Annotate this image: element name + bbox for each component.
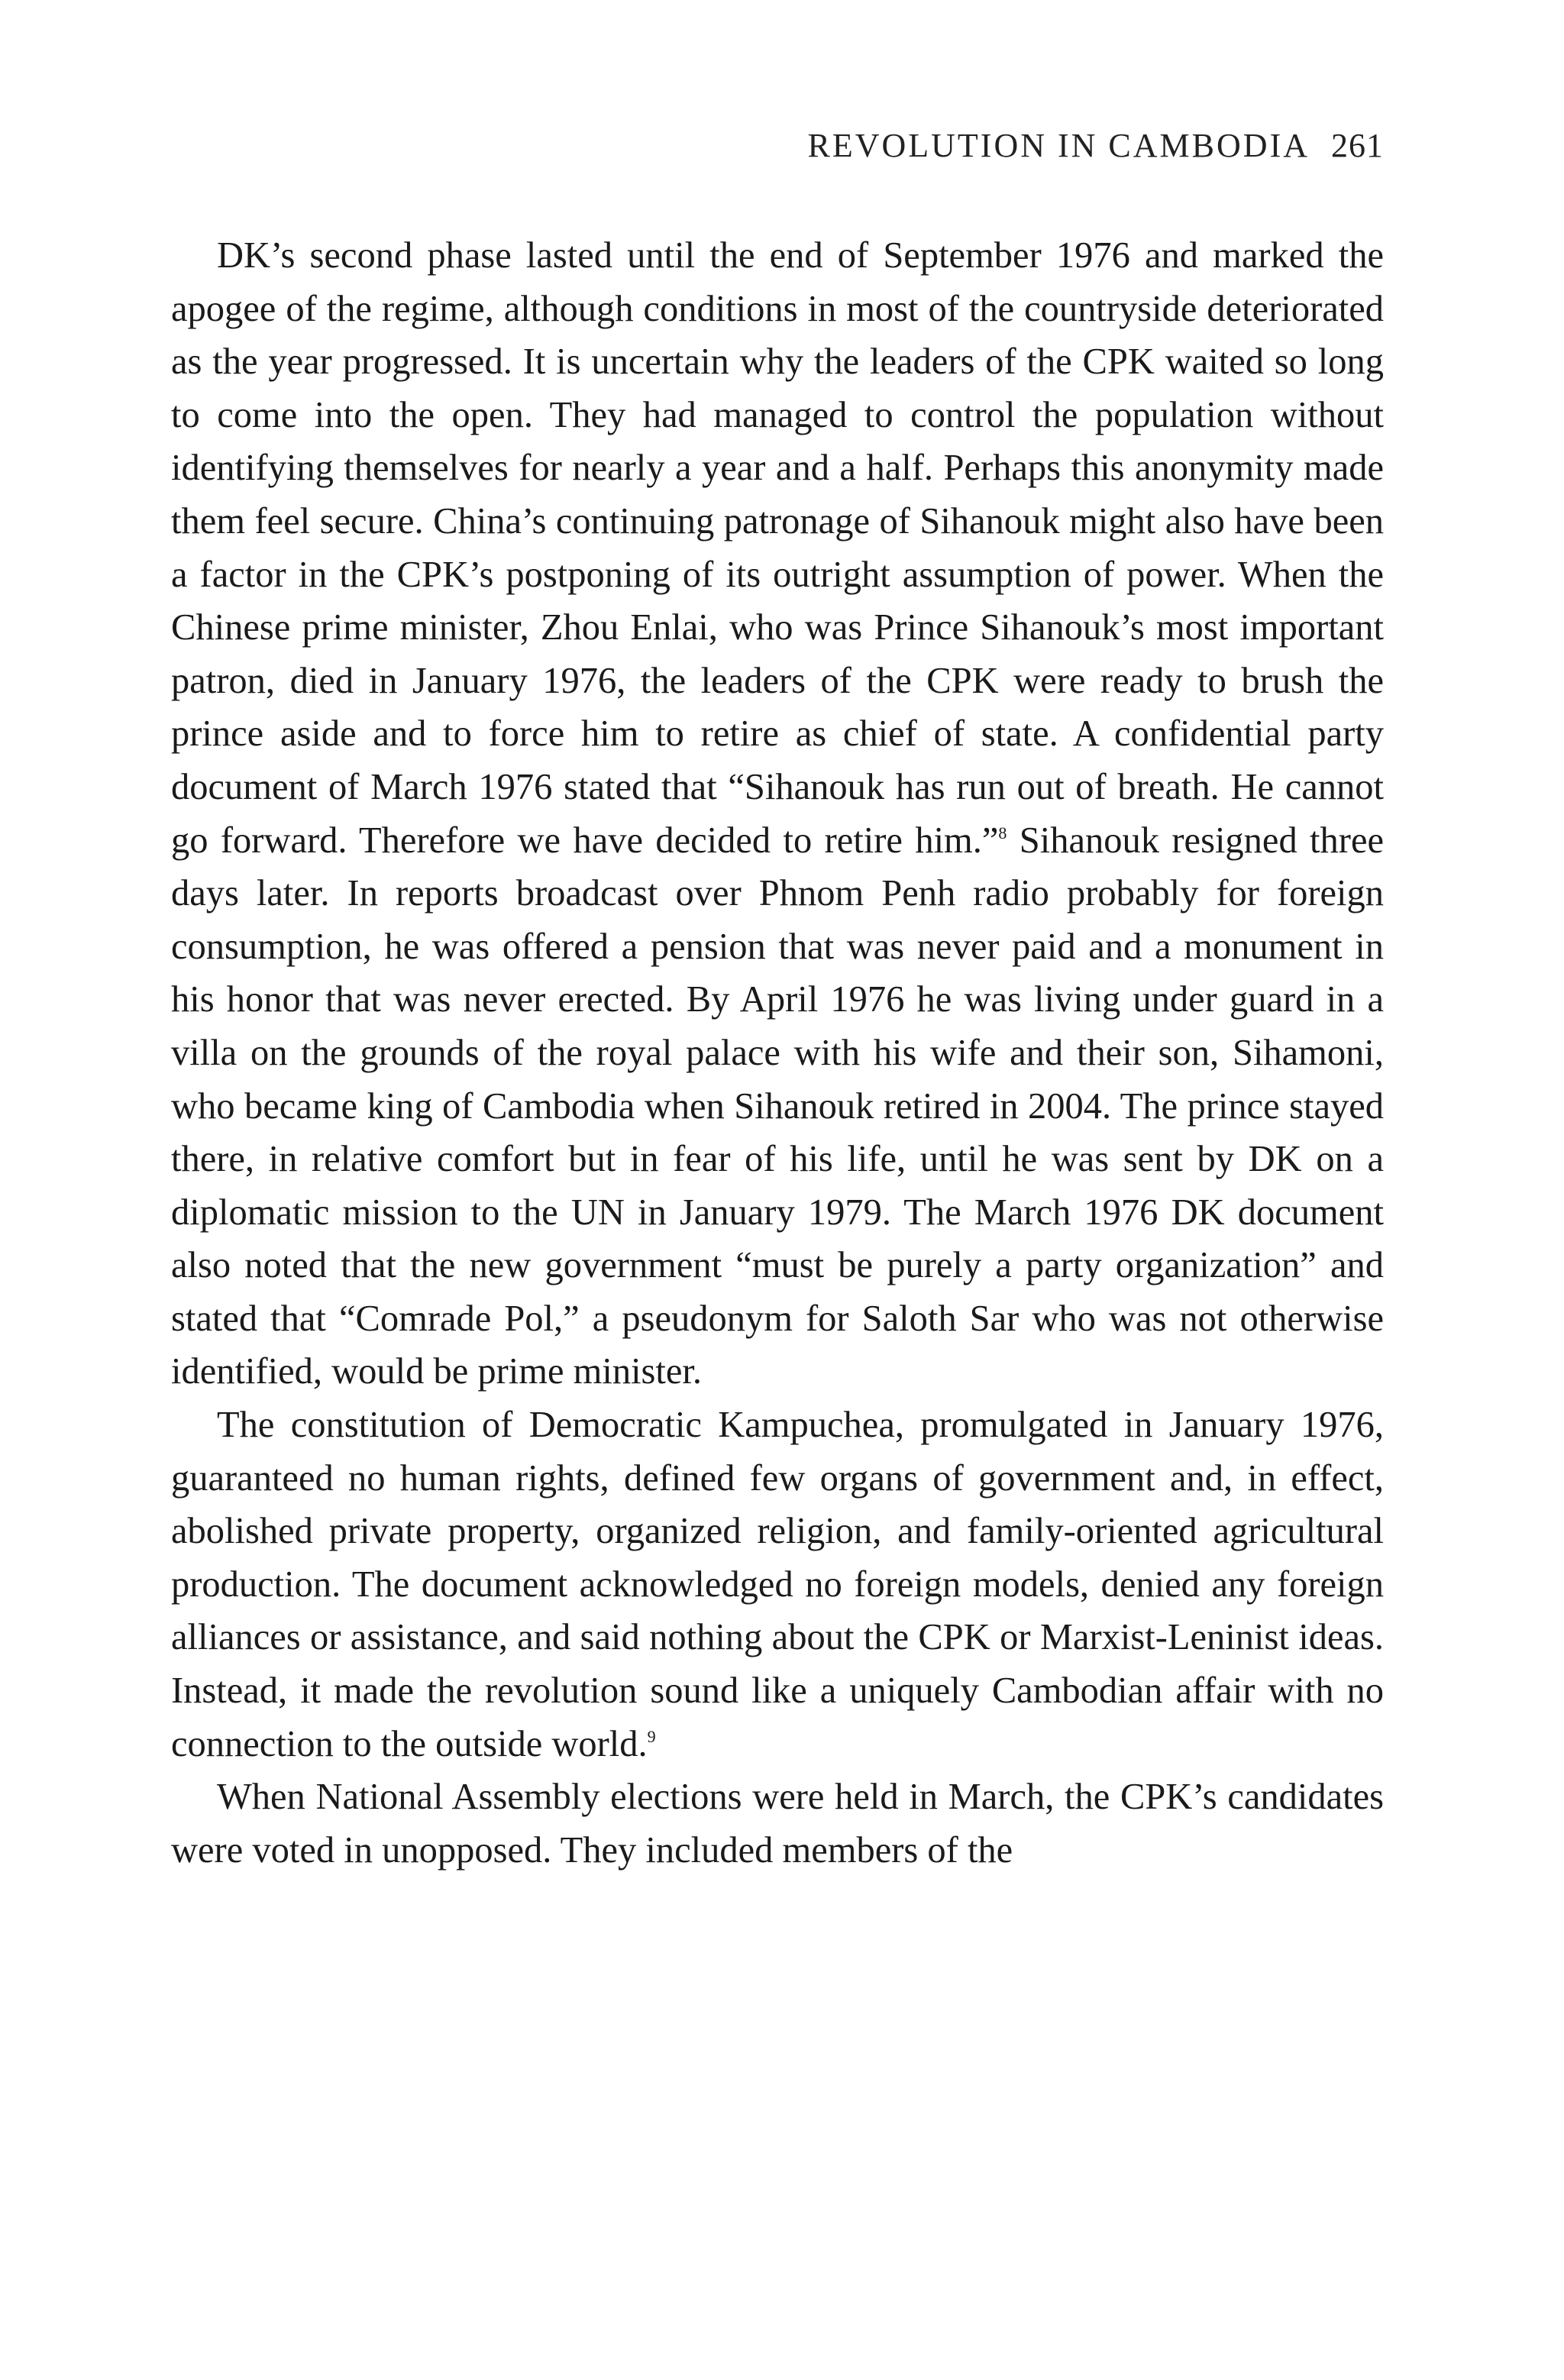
body-text — [171, 229, 1384, 1877]
paragraph-3 — [171, 1770, 1384, 1877]
paragraph-3-text: When National Assembly elections were held in March, the CPK’s candidates were voted in unopposed. They included members of the — [171, 1777, 1384, 1871]
running-head — [807, 126, 1384, 165]
paragraph-2-text: The constitution of Democratic Kampuchea, promulgated in January 1976, guaranteed no human rights, defined few organs of government and, in effect, abolished private property, organized religion, and family-oriented agricultural production. The document acknowledged no foreign models, denied any foreign alliances or assistance, and said nothing about the CPK or Marxist-Leninist ideas. Instead, it made the revolution sound like a uniquely Cambodian affair with no connection to the outside world. — [171, 1405, 1384, 1764]
page-number: 261 — [1331, 127, 1384, 164]
paragraph-1-text-a: DK’s second phase lasted until the end of September 1976 and marked the apogee of the regime, although conditions in most of the countryside deteriorated as the year progressed. It is uncertain why the leaders of the CPK waited so long to come into the open. They had managed to control the population without identifying themselves for nearly a year and a half. Perhaps this anonymity made them feel secure. China’s continuing patronage of Sihanouk might also have been a factor in the CPK’s postponing of its outright assumption of power. When the Chinese prime minister, Zhou Enlai, who was Prince Sihanouk’s most important patron, died in January 1976, the leaders of the CPK were ready to brush the prince aside and to force him to retire as chief of state. A confidential party document of March 1976 stated that “Sihanouk has run out of breath. He cannot go forward. Therefore we have decided to retire him.” — [171, 235, 1384, 861]
running-title: REVOLUTION IN CAMBODIA — [807, 127, 1310, 164]
paragraph-1 — [171, 229, 1384, 1399]
paragraph-1-text-b: Sihanouk resigned three days later. In reports broadcast over Phnom Penh radio probably for foreign consumption, he was offered a pension that was never paid and a monument in his honor that was never erected. By April 1976 he was living under guard in a villa on the grounds of the royal palace with his wife and their son, Sihamoni, who became king of Cambodia when Sihanouk retired in 2004. The prince stayed there, in relative comfort but in fear of his life, until he was sent by DK on a diplomatic mission to the UN in January 1979. The March 1976 DK document also noted that the new government “must be purely a party organization” and stated that “Comrade Pol,” a pseudonym for Saloth Sar who was not otherwise identified, would be prime minister. — [171, 820, 1384, 1392]
footnote-ref-8[interactable]: 8 — [998, 823, 1007, 842]
footnote-ref-9[interactable]: 9 — [647, 1726, 656, 1746]
paragraph-2 — [171, 1399, 1384, 1770]
